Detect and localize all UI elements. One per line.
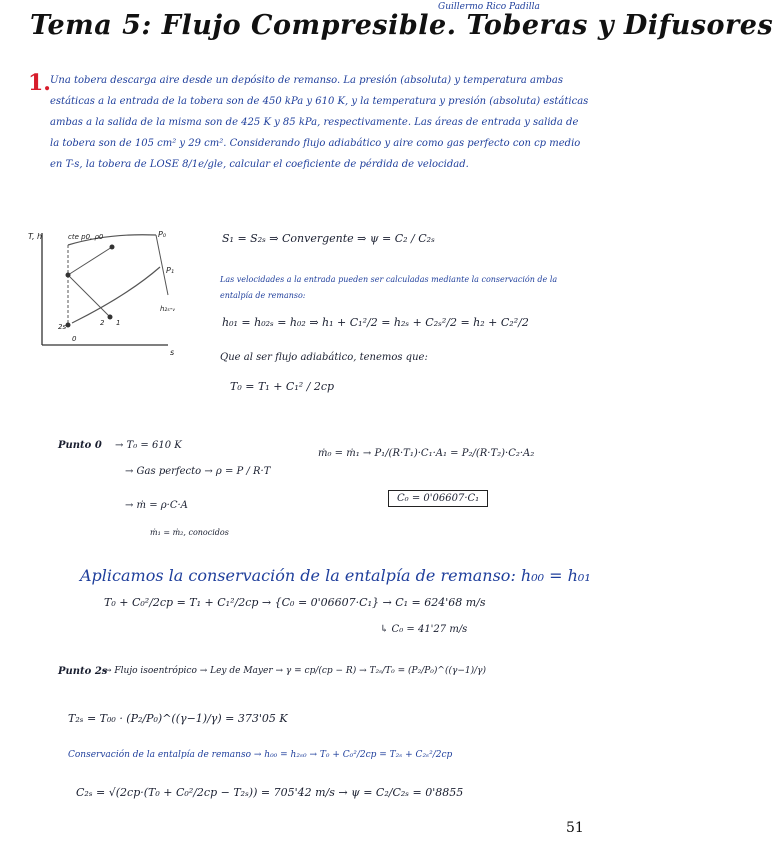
diagram-xlabel: s — [170, 348, 175, 357]
eq-velocity-note: Las velocidades a la entrada pueden ser calculadas mediante la conservación de la entalpía de remanso: — [220, 275, 558, 300]
diagram-ylabel: T, h — [28, 232, 43, 241]
punto0-line-1: → T₀ = 610 K — [115, 440, 182, 451]
punto0-line-3: → ṁ = ρ·C·A — [125, 500, 188, 511]
conservation-note: Aplicamos la conservación de la entalpía de remanso: h₀₀ = h₀₁ — [80, 566, 591, 585]
diagram-point-0: 0 — [72, 335, 77, 343]
eq-adiabatic-note: Que al ser flujo adiabático, tenemos que: — [220, 352, 428, 363]
conservation-eq: T₀ + C₀²/2cp = T₁ + C₁²/2cp → {C₀ = 0'06607·C₁} → C₁ = 624'68 m/s — [104, 596, 486, 609]
problem-number: 1. — [28, 70, 51, 96]
problem-statement: Una tobera descarga aire desde un depósito de remanso. La presión (absoluta) y temperatura ambas estáticas a la entrada de la tobera son de 450 kPa y 610 K, y la temperatura y presión (absoluta) estáticas ambas a la salida de la misma son de 425 K y 85 kPa, respectivamente. Las áreas de entrada y salida de la tobera son de 105 cm² y 29 cm². Considerando flujo adiabático y aire como gas perfecto con cp medio en T-s, la tobera de LOSE 8/1e/gle, calcular el coeficiente de pérdida de velocidad. — [50, 75, 589, 170]
punto0-line-2: → Gas perfecto → ρ = P / R·T — [125, 466, 271, 477]
punto0-label: Punto 0 — [58, 440, 102, 451]
eq-energy: h₀₁ = h₀₂ₛ = h₀₂ ⇒ h₁ + C₁²/2 = h₂ₛ + C₂ₛ²/2 = h₂ + C₂²/2 — [222, 316, 529, 329]
diagram-point-2s: 2s — [58, 323, 67, 331]
punto0-boxed-result: C₀ = 0'06607·C₁ — [388, 490, 488, 507]
conservation-result: ↳ C₀ = 41'27 m/s — [380, 624, 468, 635]
diagram-p1-label: P₁ — [166, 266, 175, 275]
punto2s-line-4: C₂ₛ = √(2cp·(T₀ + C₀²/2cp − T₂ₛ)) = 705'42 m/s → ψ = C₂/C₂ₛ = 0'8855 — [76, 786, 464, 799]
punto2s-line-1: → Flujo isoentrópico → Ley de Mayer → γ = cp/(cp − R) → T₂ₛ/T₀ = (P₂/P₀)^((γ−1)/γ) — [104, 666, 487, 676]
diagram-exit-annotation: h₂ₛ-ᵥ — [160, 305, 176, 313]
punto2s-line-3: Conservación de la entalpía de remanso → h₀₀ = h₂ₛ₀ → T₀ + C₀²/2cp = T₂ₛ + C₂ₛ²/2cp — [68, 750, 453, 760]
page-number: 51 — [566, 820, 584, 836]
punto0-mass-eq: ṁ₀ = ṁ₁ → P₁/(R·T₁)·C₁·A₁ = P₂/(R·T₂)·C₂·A₂ — [318, 448, 535, 459]
diagram-point-1: 1 — [116, 319, 121, 327]
punto2s-line-2: T₂ₛ = T₀₀ · (P₂/P₀)^((γ−1)/γ) = 373'05 K — [68, 712, 288, 725]
diagram-p0-label: P₀ — [158, 230, 167, 239]
ts-diagram — [28, 225, 218, 365]
diagram-curve-label: cte p0, ρ0 — [68, 233, 104, 241]
punto0-line-4: ṁ₁ = ṁ₂, conocidos — [150, 528, 229, 537]
eq-s-line: S₁ = S₂ₛ ⇒ Convergente ⇒ ψ = C₂ / C₂ₛ — [222, 232, 435, 245]
author-name: Guillermo Rico Padilla — [438, 2, 540, 12]
page-title: Tema 5: Flujo Compresible. Toberas y Difusores — [30, 10, 773, 41]
diagram-point-2: 2 — [100, 319, 105, 327]
punto2s-label: Punto 2s — [58, 666, 108, 677]
eq-t0: T₀ = T₁ + C₁² / 2cp — [230, 380, 335, 393]
